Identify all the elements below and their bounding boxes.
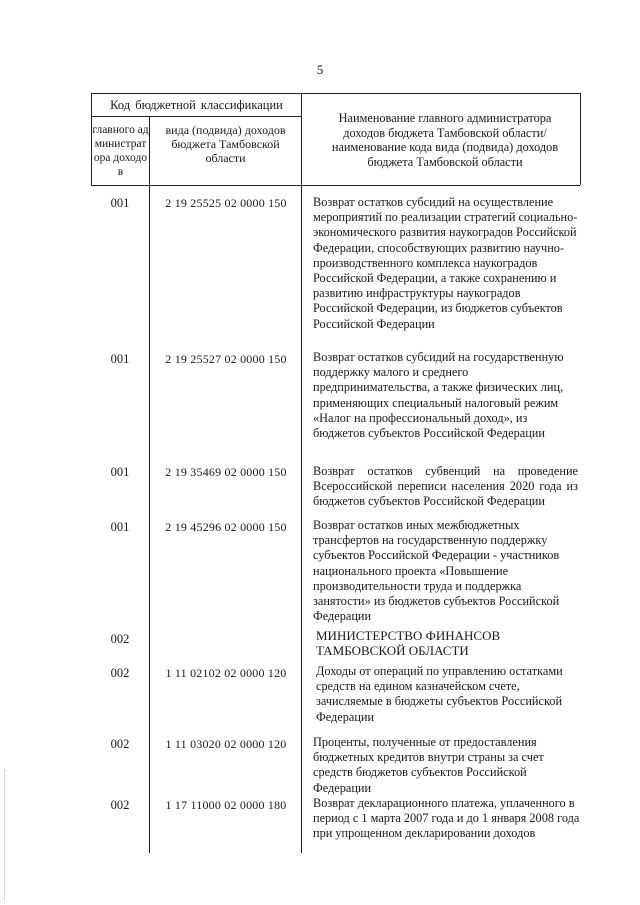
body-divider-left xyxy=(149,185,150,853)
page-number: 5 xyxy=(316,62,324,77)
admin-code: 001 xyxy=(110,465,130,479)
admin-code: 002 xyxy=(110,666,130,680)
header-col-admin: главного администратора доходов xyxy=(92,124,149,178)
admin-code: 002 xyxy=(110,737,130,751)
body-divider-right xyxy=(301,185,302,853)
revenue-name: Возврат остатков субвенций на проведение Всероссийской переписи населения 2020 года из бюджетов субъектов Российской Федерации xyxy=(313,464,578,509)
header-col-name: Наименование главного администратора доходов бюджета Тамбовской области/наименование кода вида (подвида) доходов бюджета Тамбовской области xyxy=(331,111,559,169)
revenue-name: Возврат декларационного платежа, уплаченного в период с 1 марта 2007 года и до 1 января 2008 года при упрощенном декларировании доходов xyxy=(313,796,580,841)
revenue-name: Возврат остатков субсидий на осуществление мероприятий по реализации стратегий социально-экономического развития наукоградов Российской Федерации, способствующих развитию научно-производственного комплекса наукоградов Российской Федерации, а также сохранению и развитию инфраструктуры наукоградов Российской Федерации, из бюджетов субъектов Российской Федерации xyxy=(313,195,578,331)
admin-code: 002 xyxy=(110,632,130,646)
revenue-code: 1 11 02102 02 0000 120 xyxy=(165,666,287,680)
revenue-name: Возврат остатков иных межбюджетных трансфертов на государственную поддержку субъектов Российской Федерации - участников национального проекта «Повышение производительности труда и поддержка занятости» из бюджетов субъектов Российской Федерации xyxy=(313,518,560,624)
revenue-name: Доходы от операций по управлению остатками средств на едином казначейском счете, зачисляемые в бюджеты субъектов Российской Федерации xyxy=(316,664,563,724)
revenue-code: 2 19 35469 02 0000 150 xyxy=(165,465,287,479)
admin-code: 001 xyxy=(110,352,130,366)
admin-code: 001 xyxy=(110,196,130,210)
admin-code: 001 xyxy=(110,520,130,534)
margin-scan-marks xyxy=(4,770,8,900)
ministry-heading: МИНИСТЕРСТВО ФИНАНСОВ ТАМБОВСКОЙ ОБЛАСТИ xyxy=(316,628,501,658)
revenue-name: Возврат остатков субсидий на государственную поддержку малого и среднего предпринимательства, а также физических лиц, применяющих специальный налоговый режим «Налог на профессиональный доход», из бюджетов субъектов Российской Федерации xyxy=(313,350,564,441)
revenue-code: 1 17 11000 02 0000 180 xyxy=(165,798,287,812)
admin-code: 002 xyxy=(110,798,130,812)
revenue-code: 2 19 45296 02 0000 150 xyxy=(165,520,287,534)
revenue-code: 1 11 03020 02 0000 120 xyxy=(165,737,287,751)
revenue-code: 2 19 25525 02 0000 150 xyxy=(165,196,287,210)
header-group-title: Код бюджетной классификации xyxy=(110,98,283,112)
revenue-code: 2 19 25527 02 0000 150 xyxy=(165,352,287,366)
revenue-name: Проценты, полученные от предоставления бюджетных кредитов внутри страны за счет средств бюджетов субъектов Российской Федерации xyxy=(313,735,544,795)
header-col-type: вида (подвида) доходов бюджета Тамбовской области xyxy=(165,123,286,165)
